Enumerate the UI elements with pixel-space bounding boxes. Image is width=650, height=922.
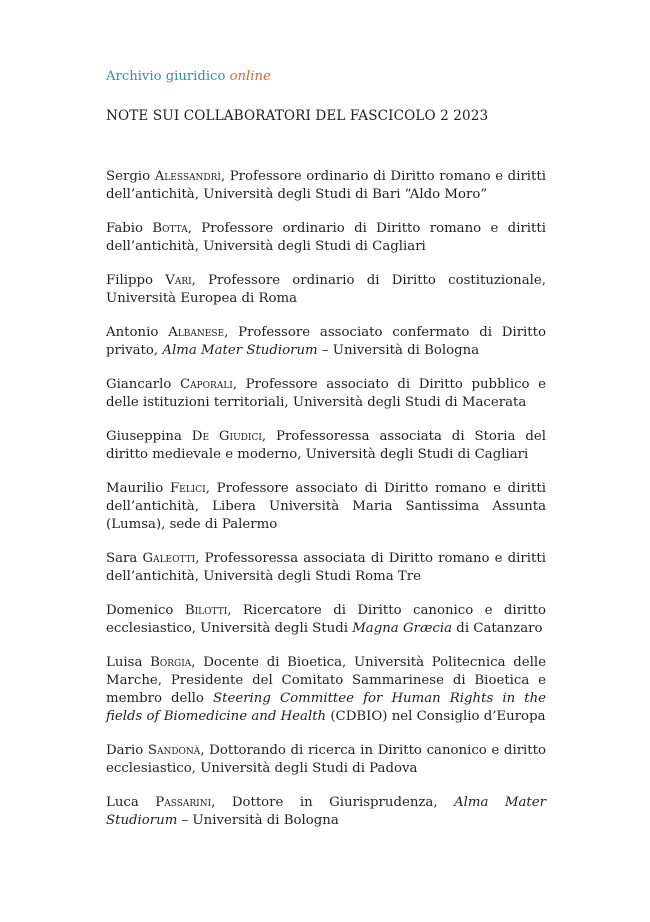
contributor-first-name: Giuseppina	[106, 429, 182, 444]
journal-name	[106, 68, 271, 86]
journal-name-suffix: online	[229, 69, 271, 84]
contributor-first-name: Sergio	[106, 169, 151, 184]
contributor-description: , Docente di Bioetica, Università Politecnica delle Marche, Presidente del Comitato Sammarinese di Bioetica e membro dello	[106, 655, 547, 706]
contributor-surname: Alessandrì	[154, 169, 221, 184]
contributors-list	[106, 168, 546, 846]
contributor-entry	[106, 550, 546, 586]
contributor-surname: Albanese	[168, 325, 225, 340]
document-page	[106, 0, 546, 922]
contributor-description-italic: Alma Mater Studiorum	[162, 343, 318, 358]
contributor-description: , Ricercatore di Diritto canonico e diritto ecclesiastico, Università degli Studi	[106, 603, 546, 636]
contributor-first-name: Fabio	[106, 221, 144, 236]
contributor-entry	[106, 480, 546, 534]
contributor-description: , Professoressa associata di Diritto romano e diritti dell’antichità, Università degli Studi Roma Tre	[106, 551, 546, 584]
contributor-description: , Dottorando di ricerca in Diritto canonico e diritto ecclesiastico, Università degli Studi di Padova	[106, 743, 546, 776]
contributor-surname: Galeotti	[142, 551, 196, 566]
contributor-description: di Catanzaro	[452, 621, 543, 636]
journal-name-main: Archivio giuridico	[106, 69, 226, 84]
contributor-description: , Professore associato di Diritto pubblico e delle istituzioni territoriali, Università degli Studi di Macerata	[106, 377, 546, 410]
contributor-description: , Professore associato confermato di Diritto privato,	[106, 325, 547, 358]
contributor-surname: Caporali	[179, 377, 233, 392]
contributor-entry	[106, 654, 546, 726]
contributor-entry	[106, 220, 546, 256]
contributor-description: , Professore ordinario di Diritto costituzionale, Università Europea di Roma	[106, 273, 546, 306]
contributor-first-name: Dario	[106, 743, 144, 758]
contributor-surname: Bilotti	[184, 603, 228, 618]
contributor-entry	[106, 272, 546, 308]
contributor-first-name: Giancarlo	[106, 377, 172, 392]
contributor-description: , Professore ordinario di Diritto romano e diritti dell’antichità, Università degli Studi di Bari “Aldo Moro”	[106, 169, 546, 202]
contributor-surname: Vari	[165, 273, 192, 288]
contributor-first-name: Luca	[106, 795, 139, 810]
contributor-entry	[106, 376, 546, 412]
contributor-entry	[106, 602, 546, 638]
contributor-first-name: Filippo	[106, 273, 154, 288]
contributor-description: – Università di Bologna	[317, 343, 480, 358]
page-title: NOTE SUI COLLABORATORI DEL FASCICOLO 2 2023	[106, 108, 489, 124]
contributor-first-name: Maurilio	[106, 481, 164, 496]
contributor-description-italic: Alma Mater Studiorum	[106, 795, 546, 828]
contributor-entry	[106, 742, 546, 778]
contributor-surname: Borgia	[150, 655, 192, 670]
contributor-entry	[106, 168, 546, 204]
contributor-first-name: Domenico	[106, 603, 174, 618]
contributor-first-name: Luisa	[106, 655, 143, 670]
contributor-description: (CDBIO) nel Consiglio d’Europa	[326, 709, 546, 724]
contributor-entry	[106, 794, 546, 830]
contributor-surname: De Giudici	[191, 429, 262, 444]
contributor-description: , Dottore in Giurisprudenza,	[211, 795, 455, 810]
contributor-surname: Passarini	[155, 795, 212, 810]
contributor-entry	[106, 428, 546, 464]
contributor-surname: Botta	[152, 221, 188, 236]
contributor-first-name: Sara	[106, 551, 138, 566]
contributor-surname: Felici	[169, 481, 206, 496]
contributor-surname: Sandonà	[147, 743, 201, 758]
contributor-entry	[106, 324, 546, 360]
contributor-description: – Università di Bologna	[177, 813, 339, 828]
contributor-description: , Professore ordinario di Diritto romano e diritti dell’antichità, Università degli Studi di Cagliari	[106, 221, 546, 254]
contributor-description: , Professore associato di Diritto romano e diritti dell’antichità, Libera Università Maria Santissima Assunta (Lumsa), sede di Palermo	[106, 481, 546, 532]
contributor-description: , Professoressa associata di Storia del diritto medievale e moderno, Università degli Studi di Cagliari	[106, 429, 546, 462]
contributor-description-italic: Magna Græcia	[352, 621, 453, 636]
contributor-first-name: Antonio	[106, 325, 159, 340]
contributor-description-italic: Steering Committee for Human Rights in the fields of Biomedicine and Health	[106, 691, 547, 724]
